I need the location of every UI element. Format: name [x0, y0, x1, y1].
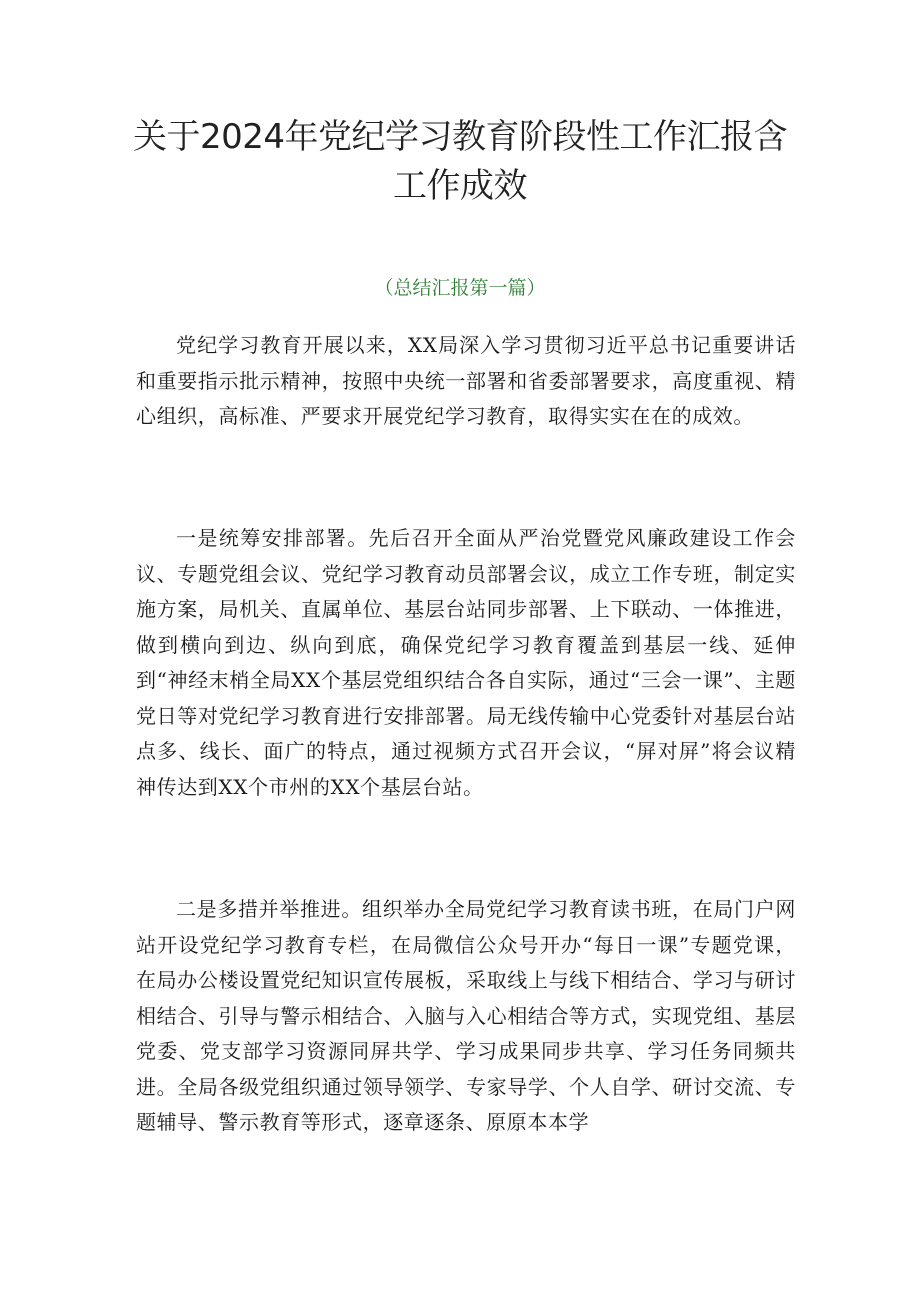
paragraph-deployment: 一是统筹安排部署。先后召开全面从严治党暨党风廉政建设工作会议、专题党组会议、党纪学习教育动员部署会议，成立工作专班，制定实施方案，局机关、直属单位、基层台站同步部署、上下联动、一体推进，做到横向到边、纵向到底，确保党纪学习教育覆盖到基层一线、延伸到“神经末梢全局XX个基层党组织结合各自实际，通过“三会一课”、主题党日等对党纪学习教育进行安排部署。局无线传输中心党委针对基层台站点多、线长、面广的特点，通过视频方式召开会议，“屏对屏”将会议精神传达到XX个市州的XX个基层台站。 [136, 526, 796, 799]
document-title: 关于2024年党纪学习教育阶段性工作汇报含工作成效 [132, 117, 788, 206]
document-subtitle: （总结汇报第一篇） [374, 277, 546, 299]
paragraph-intro: 党纪学习教育开展以来，XX局深入学习贯彻习近平总书记重要讲话和重要指示批示精神，按照中央统一部署和省委部署要求，高度重视、精心组织，高标准、严要求开展党纪学习教育，取得实实在在的成效。 [136, 333, 796, 428]
paragraph-measures: 二是多措并举推进。组织举办全局党纪学习教育读书班，在局门户网站开设党纪学习教育专栏，在局微信公众号开办“每日一课”专题党课，在局办公楼设置党纪知识宣传展板，采取线上与线下相结合、学习与研讨相结合、引导与警示相结合、入脑与入心相结合等方式，实现党组、基层党委、党支部学习资源同屏共学、学习成果同步共享、学习任务同频共进。全局各级党组织通过领导领学、专家导学、个人自学、研讨交流、专题辅导、警示教育等形式，逐章逐条、原原本本学 [136, 897, 796, 1134]
